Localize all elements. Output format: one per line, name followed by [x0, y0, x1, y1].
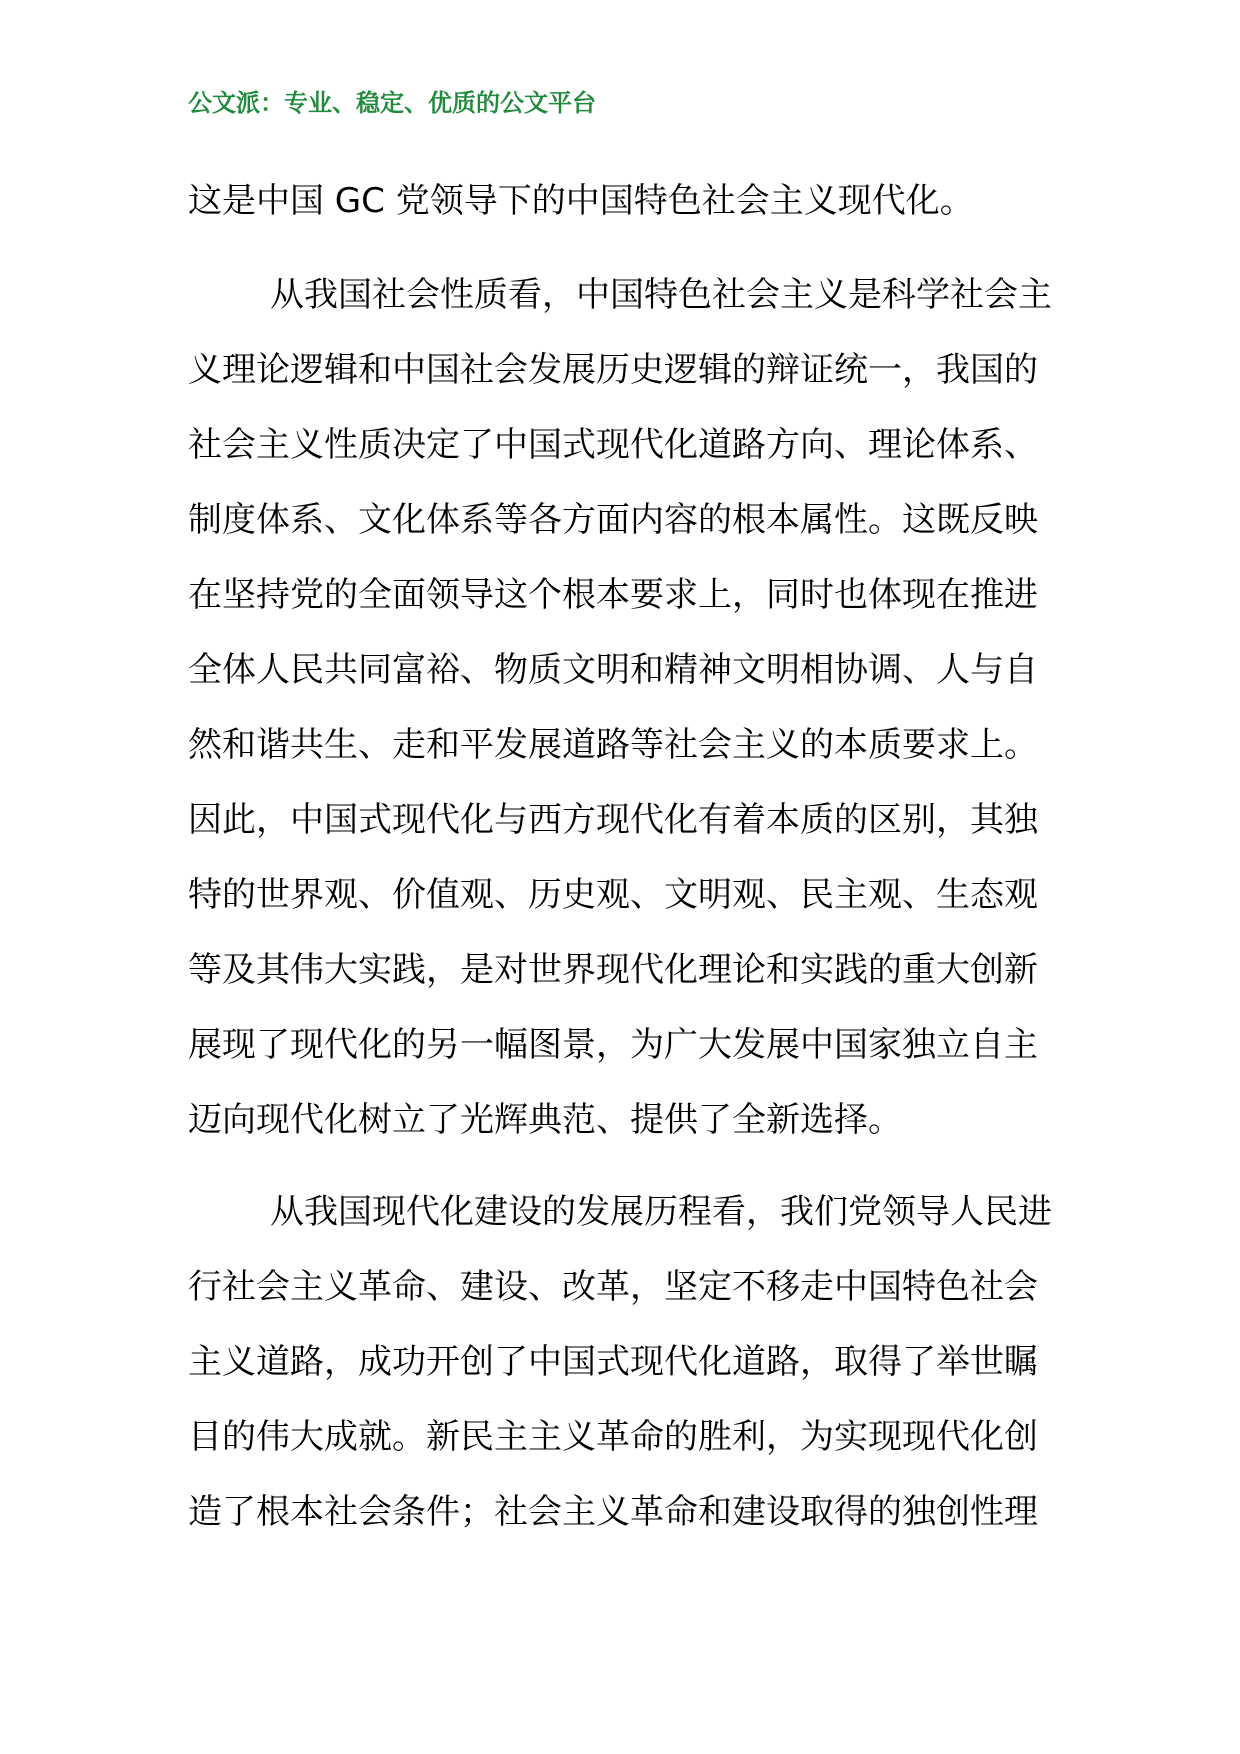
paragraph [188, 164, 1062, 239]
text-line: 这是中国 GC 党领导下的中国特色社会主义现代化。 [188, 181, 974, 221]
paragraph [188, 1175, 1062, 1550]
text-line: 行社会主义革命、建设、改革，坚定不移走中国特色社会 [188, 1267, 1038, 1307]
text-line: 展现了现代化的另一幅图景，为广大发展中国家独立自主 [188, 1025, 1038, 1065]
text-line: 全体人民共同富裕、物质文明和精神文明相协调、人与自 [188, 650, 1038, 690]
document-body [188, 164, 1062, 1550]
text-line: 社会主义性质决定了中国式现代化道路方向、理论体系、 [188, 425, 1038, 465]
text-line: 从我国现代化建设的发展历程看，我们党领导人民进 [270, 1192, 1052, 1232]
text-line: 义理论逻辑和中国社会发展历史逻辑的辩证统一，我国的 [188, 350, 1038, 390]
text-line: 目的伟大成就。新民主主义革命的胜利，为实现现代化创 [188, 1417, 1038, 1457]
text-line: 制度体系、文化体系等各方面内容的根本属性。这既反映 [188, 500, 1038, 540]
text-line: 在坚持党的全面领导这个根本要求上，同时也体现在推进 [188, 575, 1038, 615]
text-line: 主义道路，成功开创了中国式现代化道路，取得了举世瞩 [188, 1342, 1038, 1382]
text-line: 因此，中国式现代化与西方现代化有着本质的区别，其独 [188, 800, 1038, 840]
text-line: 然和谐共生、走和平发展道路等社会主义的本质要求上。 [188, 725, 1038, 765]
text-line: 从我国社会性质看，中国特色社会主义是科学社会主 [270, 275, 1052, 315]
header-banner: 公文派：专业、稳定、优质的公文平台 [188, 88, 596, 117]
text-line: 等及其伟大实践，是对世界现代化理论和实践的重大创新 [188, 950, 1038, 990]
text-line: 特的世界观、价值观、历史观、文明观、民主观、生态观 [188, 875, 1038, 915]
paragraph [188, 258, 1062, 1158]
text-line: 迈向现代化树立了光辉典范、提供了全新选择。 [188, 1100, 902, 1140]
text-line: 造了根本社会条件；社会主义革命和建设取得的独创性理 [188, 1492, 1038, 1532]
